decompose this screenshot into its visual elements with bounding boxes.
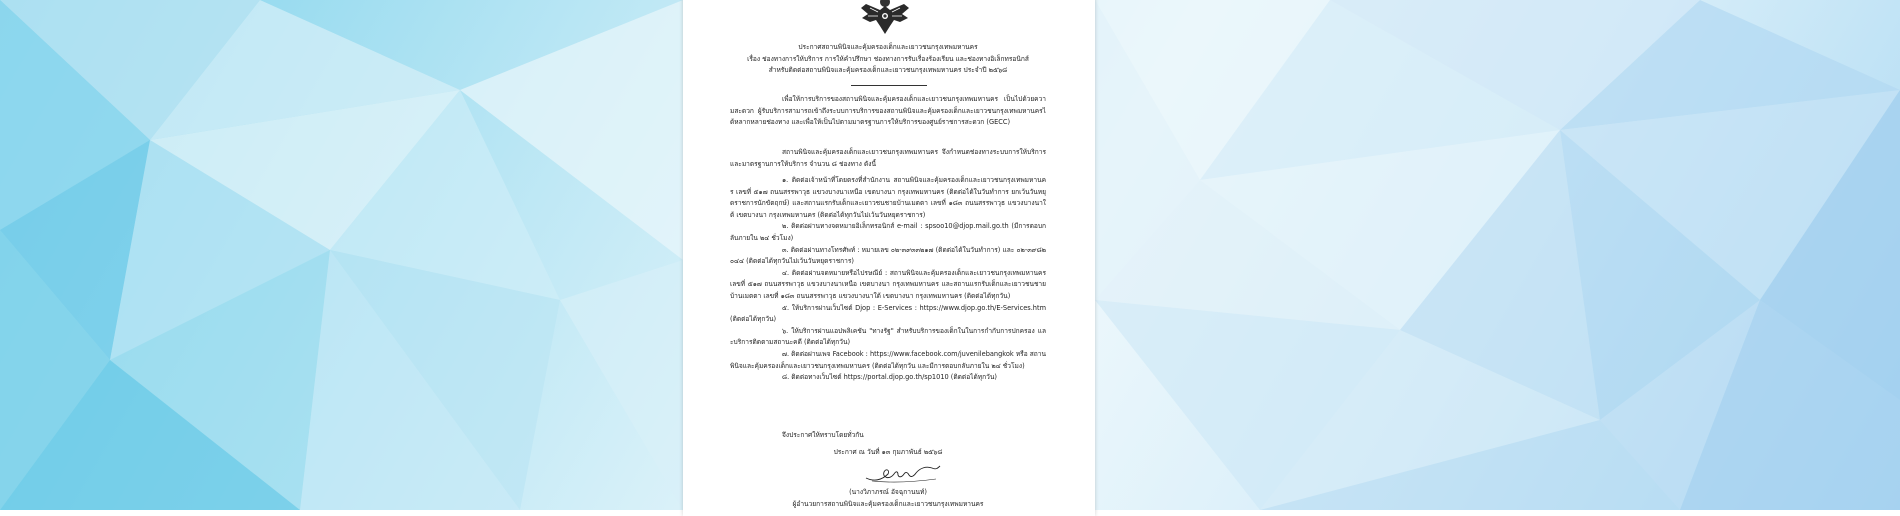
- channel-item: ๓. ติดต่อผ่านทางโทรศัพท์ : หมายเลข ๐๒-๓๙๓๓๒๑๗ (ติดต่อได้ในวันทำการ) และ ๐๒-๓๙๘๒๐๔๔ (ติดต่อได้ทุกวันไม่เว้นวันหยุดราชการ): [730, 245, 1046, 266]
- signer-name: (นางวิภาภรณ์ อัจฉุกานนท์): [849, 488, 927, 496]
- document-heading: [730, 42, 1046, 77]
- channel-item: ๑. ติดต่อเจ้าหน้าที่โดยตรงที่สำนักงาน สถานพินิจและคุ้มครองเด็กและเยาวชนกรุงเทพมหานคร เลขที่ ๕๑๗ ถนนสรรพาวุธ แขวงบางนาเหนือ เขตบางนา กรุงเทพมหานคร (ติดต่อได้ในวันทำการ ยกเว้นวันหยุดราชการนักขัตฤกษ์) และสถานแรกรับเด็กและเยาวชนชายบ้านเมตตา เลขที่ ๑๘๓ ถนนสรรพาวุธ แขวงบางนาใต้ เขตบางนา กรุงเทพมหานคร (ติดต่อได้ทุกวันไม่เว้นวันหยุดราชการ): [730, 176, 1046, 219]
- closing-line: จึงประกาศให้ทราบโดยทั่วกัน: [782, 431, 864, 439]
- garuda-emblem-icon: [858, 0, 912, 36]
- heading-line: เรื่อง ช่องทางการให้บริการ การให้คำปรึกษา ช่องทางการรับเรื่องร้องเรียน และช่องทางอิเล็กทรอนิกส์: [747, 54, 1029, 63]
- channels-paragraph: สถานพินิจและคุ้มครองเด็กและเยาวชนกรุงเทพมหานคร จึงกำหนดช่องทางระบบการให้บริการและมาตรฐานการให้บริการ จำนวน ๘ ช่องทาง ดังนี้: [730, 148, 1046, 168]
- heading-divider: [851, 85, 927, 86]
- signer-title: ผู้อำนวยการสถานพินิจและคุ้มครองเด็กและเยาวชนกรุงเทพมหานคร: [792, 500, 984, 508]
- announcement-date: ประกาศ ณ วันที่ ๑๓ กุมภาพันธ์ ๒๕๖๘: [833, 448, 943, 456]
- channel-list: [730, 175, 1046, 384]
- channel-item: ๔. ติดต่อผ่านจดหมายหรือไปรษณีย์ : สถานพินิจและคุ้มครองเด็กและเยาวชนกรุงเทพมหานคร เลขที่ ๕๑๗ ถนนสรรพาวุธ แขวงบางนาเหนือ เขตบางนา กรุงเทพมหานคร และสถานแรกรับเด็กและเยาวชนชายบ้านเมตตา เลขที่ ๑๘๓ ถนนสรรพาวุธ แขวงบางนาใต้ เขตบางนา กรุงเทพมหานคร (ติดต่อได้ทุกวัน): [730, 268, 1046, 300]
- channel-item: ๘. ติดต่อทางเว็บไซต์ https://portal.djop.go.th/sp1010 (ติดต่อได้ทุกวัน): [782, 373, 997, 382]
- intro-paragraph: เพื่อให้การบริการของสถานพินิจและคุ้มครองเด็กและเยาวชนกรุงเทพมหานคร เป็นไปด้วยความสะดวก ผู้รับบริการสามารถเข้าถึงระบบการบริการของสถานพินิจและคุ้มครองเด็กและเยาวชนกรุงเทพมหานครได้หลากหลายช่องทาง และเพื่อให้เป็นไปตามมาตรฐานการให้บริการของศูนย์ราชการสะดวก (GECC): [730, 95, 1046, 127]
- announcement-document: [683, 0, 1095, 516]
- channel-item: ๗. ติดต่อผ่านเพจ Facebook : https://www.facebook.com/juvenilebangkok หรือ สถานพินิจและคุ้มครองเด็กและเยาวชนกรุงเทพมหานคร (ติดต่อได้ทุกวัน และมีการตอบกลับภายใน ๒๔ ชั่วโมง): [730, 349, 1046, 370]
- heading-line: สำหรับติดต่อสถานพินิจและคุ้มครองเด็กและเยาวชนกรุงเทพมหานคร ประจำปี ๒๕๖๘: [768, 66, 1008, 75]
- heading-line: ประกาศสถานพินิจและคุ้มครองเด็กและเยาวชนกรุงเทพมหานคร: [798, 43, 978, 51]
- channel-item: ๖. ให้บริการผ่านแอปพลิเคชัน "ทางรัฐ" สำหรับบริการของเด็กในในการกำกับการปกครอง และบริการติดตามสถานะคดี (ติดต่อได้ทุกวัน): [730, 326, 1046, 347]
- channel-item: ๕. ให้บริการผ่านเว็บไซต์ Djop : E-Services : https://www.djop.go.th/E-Services.htm (ติดต่อได้ทุกวัน): [730, 303, 1046, 324]
- channel-item: ๒. ติดต่อผ่านทางจดหมายอิเล็กทรอนิกส์ e-mail : spsoo10@djop.mail.go.th (มีการตอบกลับภายใน ๒๔ ชั่วโมง): [730, 222, 1046, 242]
- signature-mark: [864, 462, 942, 484]
